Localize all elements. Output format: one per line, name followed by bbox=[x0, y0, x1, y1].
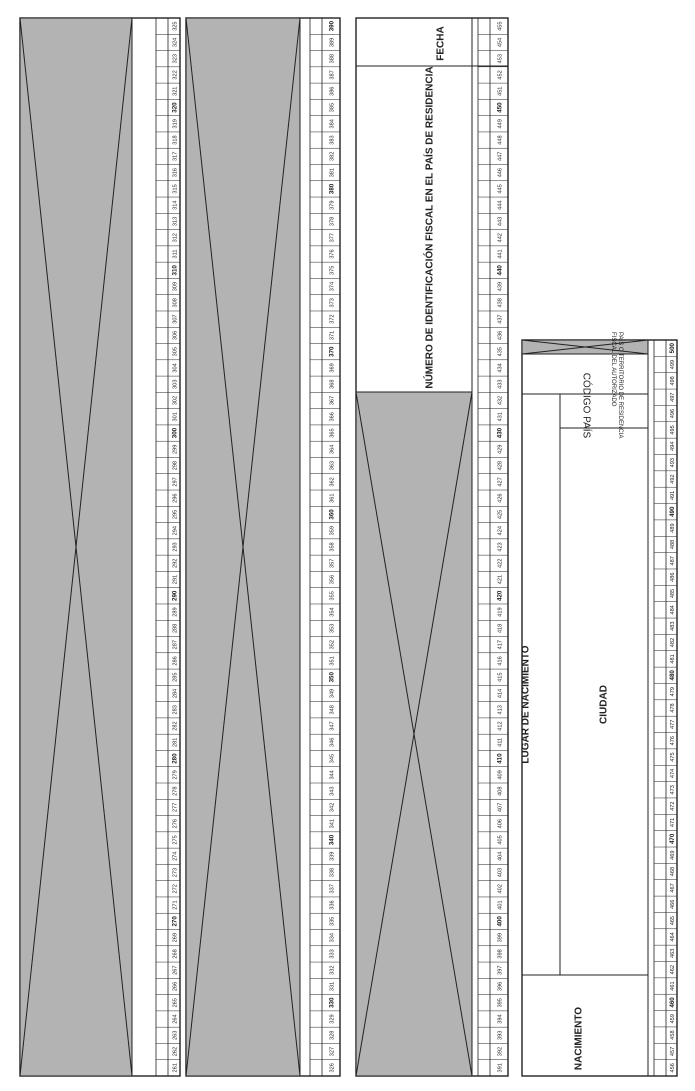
item-number: 347 bbox=[329, 721, 336, 731]
item-number: 437 bbox=[497, 314, 504, 324]
item-number: 463 bbox=[669, 948, 676, 959]
item-number: 315 bbox=[172, 184, 179, 194]
item-number: 470 bbox=[669, 833, 677, 845]
item-number: 442 bbox=[497, 233, 504, 243]
item-number: 400 bbox=[496, 916, 504, 927]
item-number: 311 bbox=[172, 249, 179, 259]
item-number: 274 bbox=[172, 851, 179, 861]
item-number: 264 bbox=[172, 1014, 179, 1024]
item-number: 373 bbox=[329, 298, 336, 308]
item-number: 476 bbox=[669, 736, 676, 746]
item-number: 290 bbox=[171, 590, 179, 601]
item-number: 390 bbox=[328, 20, 336, 32]
item-number: 469 bbox=[669, 850, 676, 860]
item-number: 477 bbox=[669, 719, 676, 730]
nacimiento-heading: NACIMIENTO bbox=[573, 1006, 585, 1071]
item-number: 500 bbox=[669, 343, 677, 354]
fecha-heading: FECHA bbox=[435, 26, 447, 61]
item-number: 317 bbox=[172, 151, 179, 162]
item-number: 310 bbox=[171, 265, 179, 276]
item-number: 329 bbox=[329, 1014, 336, 1024]
item-number: 488 bbox=[669, 539, 676, 550]
item-number: 386 bbox=[329, 86, 336, 96]
item-number: 436 bbox=[497, 330, 504, 341]
item-number: 369 bbox=[329, 363, 336, 373]
item-number: 426 bbox=[497, 493, 504, 503]
item-number: 466 bbox=[669, 899, 676, 909]
item-number: 370 bbox=[328, 346, 336, 357]
item-number: 449 bbox=[497, 119, 504, 129]
item-number: 398 bbox=[497, 949, 504, 959]
item-number: 483 bbox=[669, 621, 676, 631]
item-number: 302 bbox=[172, 395, 179, 406]
item-number: 493 bbox=[669, 457, 676, 468]
item-number: 333 bbox=[329, 949, 336, 959]
item-number: 388 bbox=[329, 54, 336, 64]
item-number: 306 bbox=[172, 330, 179, 341]
item-number: 431 bbox=[497, 412, 504, 422]
item-number: 360 bbox=[328, 509, 336, 520]
item-number: 289 bbox=[172, 607, 179, 617]
item-number: 411 bbox=[497, 737, 504, 747]
item-number: 344 bbox=[329, 770, 336, 780]
item-number: 427 bbox=[497, 477, 504, 487]
item-number: 327 bbox=[329, 1046, 336, 1057]
item-number: 303 bbox=[172, 379, 179, 389]
item-number: 379 bbox=[329, 200, 336, 210]
item-number: 456 bbox=[669, 1063, 676, 1073]
item-number: 378 bbox=[329, 216, 336, 227]
item-number: 281 bbox=[172, 737, 179, 747]
item-number: 262 bbox=[172, 1046, 179, 1057]
item-number: 385 bbox=[329, 102, 336, 113]
item-number: 276 bbox=[172, 819, 179, 829]
item-number: 356 bbox=[329, 574, 336, 585]
item-number: 334 bbox=[329, 932, 336, 943]
item-number: 459 bbox=[669, 1014, 676, 1024]
item-number: 419 bbox=[497, 607, 504, 617]
item-number: 304 bbox=[172, 363, 179, 373]
item-number: 494 bbox=[669, 441, 676, 451]
item-number: 497 bbox=[669, 392, 676, 402]
item-number: 499 bbox=[669, 359, 676, 370]
item-number: 351 bbox=[329, 656, 336, 666]
item-number: 399 bbox=[497, 932, 504, 943]
item-number: 428 bbox=[497, 460, 504, 471]
item-number: 343 bbox=[329, 786, 336, 796]
item-number: 374 bbox=[329, 281, 336, 292]
item-number: 452 bbox=[497, 70, 504, 80]
item-number: 277 bbox=[172, 802, 179, 813]
item-number: 322 bbox=[172, 70, 179, 80]
item-number: 416 bbox=[497, 656, 504, 666]
item-number: 358 bbox=[329, 542, 336, 552]
item-number: 323 bbox=[172, 54, 179, 64]
item-number: 486 bbox=[669, 572, 676, 582]
item-number: 309 bbox=[172, 281, 179, 292]
item-number: 359 bbox=[329, 526, 336, 536]
item-number: 439 bbox=[497, 281, 504, 292]
item-number: 405 bbox=[497, 835, 504, 845]
item-number: 438 bbox=[497, 298, 504, 308]
item-number: 332 bbox=[329, 965, 336, 975]
item-number: 409 bbox=[497, 770, 504, 780]
item-number: 498 bbox=[669, 376, 676, 386]
item-number: 296 bbox=[172, 493, 179, 503]
item-number: 461 bbox=[669, 981, 676, 991]
item-number: 453 bbox=[497, 54, 504, 64]
item-number: 418 bbox=[497, 623, 504, 634]
item-number: 455 bbox=[497, 21, 504, 31]
item-number: 367 bbox=[329, 395, 336, 406]
item-number: 278 bbox=[172, 786, 179, 796]
item-number: 273 bbox=[172, 867, 179, 878]
item-number: 286 bbox=[172, 656, 179, 666]
item-number: 413 bbox=[497, 705, 504, 715]
pais-residencia-heading: PAÍS O TERRITORIO DE RESIDENCIA FISCAL DEL AUTORIZADO bbox=[610, 332, 623, 439]
item-number: 429 bbox=[497, 444, 504, 455]
item-number: 451 bbox=[497, 86, 504, 96]
item-number: 305 bbox=[172, 347, 179, 357]
item-number: 269 bbox=[172, 932, 179, 943]
item-number: 487 bbox=[669, 556, 676, 566]
item-number: 326 bbox=[329, 1063, 336, 1073]
item-number: 444 bbox=[497, 200, 504, 210]
item-number: 485 bbox=[669, 588, 676, 599]
item-number: 475 bbox=[669, 752, 676, 762]
item-number: 495 bbox=[669, 425, 676, 435]
item-number: 380 bbox=[328, 183, 336, 195]
item-number: 280 bbox=[171, 753, 179, 764]
item-number: 404 bbox=[497, 851, 504, 861]
item-number: 440 bbox=[496, 265, 504, 276]
item-number: 362 bbox=[329, 477, 336, 487]
item-number: 336 bbox=[329, 900, 336, 910]
item-number: 481 bbox=[669, 654, 676, 664]
item-number: 496 bbox=[669, 408, 676, 419]
item-number: 462 bbox=[669, 965, 676, 975]
item-number: 441 bbox=[497, 249, 504, 259]
item-number: 364 bbox=[329, 444, 336, 455]
item-number: 471 bbox=[669, 817, 676, 828]
item-number: 443 bbox=[497, 216, 504, 227]
item-number: 492 bbox=[669, 474, 676, 484]
item-number: 318 bbox=[172, 135, 179, 145]
item-number: 331 bbox=[329, 981, 336, 992]
item-number: 433 bbox=[497, 379, 504, 389]
item-number: 489 bbox=[669, 523, 676, 533]
codigo-pais-heading: CÓDIGO PAÍS bbox=[580, 372, 592, 439]
item-number: 402 bbox=[497, 884, 504, 894]
item-number: 371 bbox=[329, 330, 336, 341]
item-number: 447 bbox=[497, 151, 504, 162]
item-number: 448 bbox=[497, 135, 504, 145]
item-number: 387 bbox=[329, 70, 336, 80]
item-number: 458 bbox=[669, 1030, 676, 1040]
item-number: 298 bbox=[172, 460, 179, 471]
item-number: 420 bbox=[496, 590, 504, 601]
item-number: 328 bbox=[329, 1030, 336, 1040]
item-number: 406 bbox=[497, 819, 504, 829]
item-number: 271 bbox=[172, 900, 179, 910]
item-number: 474 bbox=[669, 768, 676, 779]
item-number: 341 bbox=[329, 819, 336, 829]
item-number: 432 bbox=[497, 395, 504, 406]
item-number: 355 bbox=[329, 591, 336, 601]
item-number: 465 bbox=[669, 915, 676, 926]
item-number: 338 bbox=[329, 867, 336, 878]
item-number: 340 bbox=[328, 834, 336, 846]
item-number: 377 bbox=[329, 233, 336, 243]
item-number: 468 bbox=[669, 866, 676, 877]
item-number: 342 bbox=[329, 802, 336, 813]
item-number: 464 bbox=[669, 932, 676, 942]
item-number: 266 bbox=[172, 981, 179, 992]
item-number: 408 bbox=[497, 786, 504, 796]
item-number: 308 bbox=[172, 298, 179, 308]
item-number: 265 bbox=[172, 998, 179, 1008]
item-number: 345 bbox=[329, 753, 336, 764]
item-number: 412 bbox=[497, 721, 504, 731]
item-number: 491 bbox=[669, 490, 676, 501]
nif-heading: NÚMERO DE IDENTIFICACIÓN FISCAL EN EL PAÍS DE RESIDENCIA bbox=[424, 66, 436, 389]
item-number: 482 bbox=[669, 637, 676, 648]
ciudad-heading: CIUDAD bbox=[598, 685, 610, 724]
item-number: 480 bbox=[669, 670, 677, 681]
item-number: 479 bbox=[669, 686, 676, 697]
item-number: 297 bbox=[172, 477, 179, 487]
item-number: 300 bbox=[171, 427, 179, 439]
item-number: 372 bbox=[329, 314, 336, 324]
item-number: 294 bbox=[172, 526, 179, 536]
item-number: 430 bbox=[496, 427, 504, 439]
item-number: 348 bbox=[329, 705, 336, 715]
item-number: 291 bbox=[172, 574, 179, 585]
item-number: 389 bbox=[329, 37, 336, 48]
item-number: 275 bbox=[172, 835, 179, 845]
item-number: 467 bbox=[669, 883, 676, 893]
item-number: 396 bbox=[497, 981, 504, 992]
item-number: 284 bbox=[172, 688, 179, 699]
item-number: 395 bbox=[497, 998, 504, 1008]
item-number: 312 bbox=[172, 233, 179, 243]
item-number: 337 bbox=[329, 884, 336, 894]
item-number: 330 bbox=[328, 997, 336, 1008]
item-number: 403 bbox=[497, 867, 504, 878]
item-number: 346 bbox=[329, 737, 336, 747]
item-number: 368 bbox=[329, 379, 336, 389]
item-number: 301 bbox=[172, 412, 179, 422]
item-number: 267 bbox=[172, 965, 179, 975]
item-number: 381 bbox=[329, 167, 336, 178]
item-number: 263 bbox=[172, 1030, 179, 1040]
item-number: 473 bbox=[669, 785, 676, 795]
item-number: 365 bbox=[329, 428, 336, 438]
item-number: 316 bbox=[172, 167, 179, 178]
item-number: 295 bbox=[172, 509, 179, 520]
item-number: 445 bbox=[497, 184, 504, 194]
item-number: 407 bbox=[497, 802, 504, 813]
item-number: 335 bbox=[329, 916, 336, 927]
item-number: 422 bbox=[497, 558, 504, 568]
item-number: 435 bbox=[497, 347, 504, 357]
item-number: 454 bbox=[497, 37, 504, 48]
item-number: 361 bbox=[329, 493, 336, 503]
item-number: 270 bbox=[171, 916, 179, 927]
item-number: 307 bbox=[172, 314, 179, 324]
item-number: 392 bbox=[497, 1046, 504, 1057]
item-number: 288 bbox=[172, 623, 179, 634]
item-number: 293 bbox=[172, 542, 179, 552]
item-number: 375 bbox=[329, 265, 336, 275]
item-number: 391 bbox=[497, 1063, 504, 1073]
item-number: 279 bbox=[172, 770, 179, 780]
item-number: 484 bbox=[669, 605, 676, 615]
item-number: 320 bbox=[171, 102, 179, 113]
item-number: 357 bbox=[329, 558, 336, 568]
item-number: 299 bbox=[172, 444, 179, 455]
item-number: 350 bbox=[328, 672, 336, 683]
item-number: 314 bbox=[172, 200, 179, 210]
item-number: 282 bbox=[172, 721, 179, 731]
item-number: 339 bbox=[329, 851, 336, 861]
item-number: 287 bbox=[172, 639, 179, 650]
item-number: 457 bbox=[669, 1046, 676, 1057]
item-number: 384 bbox=[329, 119, 336, 129]
item-number: 354 bbox=[329, 607, 336, 617]
item-number: 283 bbox=[172, 705, 179, 715]
item-number: 321 bbox=[172, 86, 179, 96]
item-number: 450 bbox=[496, 102, 504, 113]
item-number: 415 bbox=[497, 672, 504, 682]
item-number: 478 bbox=[669, 703, 676, 713]
item-number: 425 bbox=[497, 509, 504, 520]
item-number: 472 bbox=[669, 801, 676, 811]
item-number: 383 bbox=[329, 135, 336, 145]
item-number: 352 bbox=[329, 639, 336, 650]
lugar-nacimiento-heading: LUGAR DE NACIMIENTO bbox=[520, 645, 532, 764]
item-number: 325 bbox=[172, 21, 179, 31]
item-number: 292 bbox=[172, 558, 179, 568]
item-number: 366 bbox=[329, 412, 336, 422]
item-number: 414 bbox=[497, 688, 504, 699]
item-number: 434 bbox=[497, 363, 504, 373]
item-number: 421 bbox=[497, 574, 504, 585]
item-number: 363 bbox=[329, 460, 336, 471]
item-number: 261 bbox=[172, 1063, 179, 1073]
item-number: 401 bbox=[497, 900, 504, 910]
item-number: 272 bbox=[172, 884, 179, 894]
item-number: 382 bbox=[329, 151, 336, 162]
item-number: 394 bbox=[497, 1014, 504, 1024]
item-number: 446 bbox=[497, 167, 504, 178]
item-number: 313 bbox=[172, 216, 179, 227]
item-number: 424 bbox=[497, 526, 504, 536]
item-number: 268 bbox=[172, 949, 179, 959]
item-number: 460 bbox=[669, 997, 677, 1008]
item-number: 319 bbox=[172, 119, 179, 129]
item-number: 423 bbox=[497, 542, 504, 552]
item-number: 410 bbox=[496, 753, 504, 764]
item-number: 376 bbox=[329, 249, 336, 259]
item-number: 393 bbox=[497, 1030, 504, 1040]
item-number: 397 bbox=[497, 965, 504, 975]
item-number: 353 bbox=[329, 623, 336, 634]
item-number: 349 bbox=[329, 688, 336, 699]
item-number: 285 bbox=[172, 672, 179, 682]
item-number: 324 bbox=[172, 37, 179, 48]
item-number: 417 bbox=[497, 639, 504, 650]
item-number: 490 bbox=[669, 506, 677, 517]
